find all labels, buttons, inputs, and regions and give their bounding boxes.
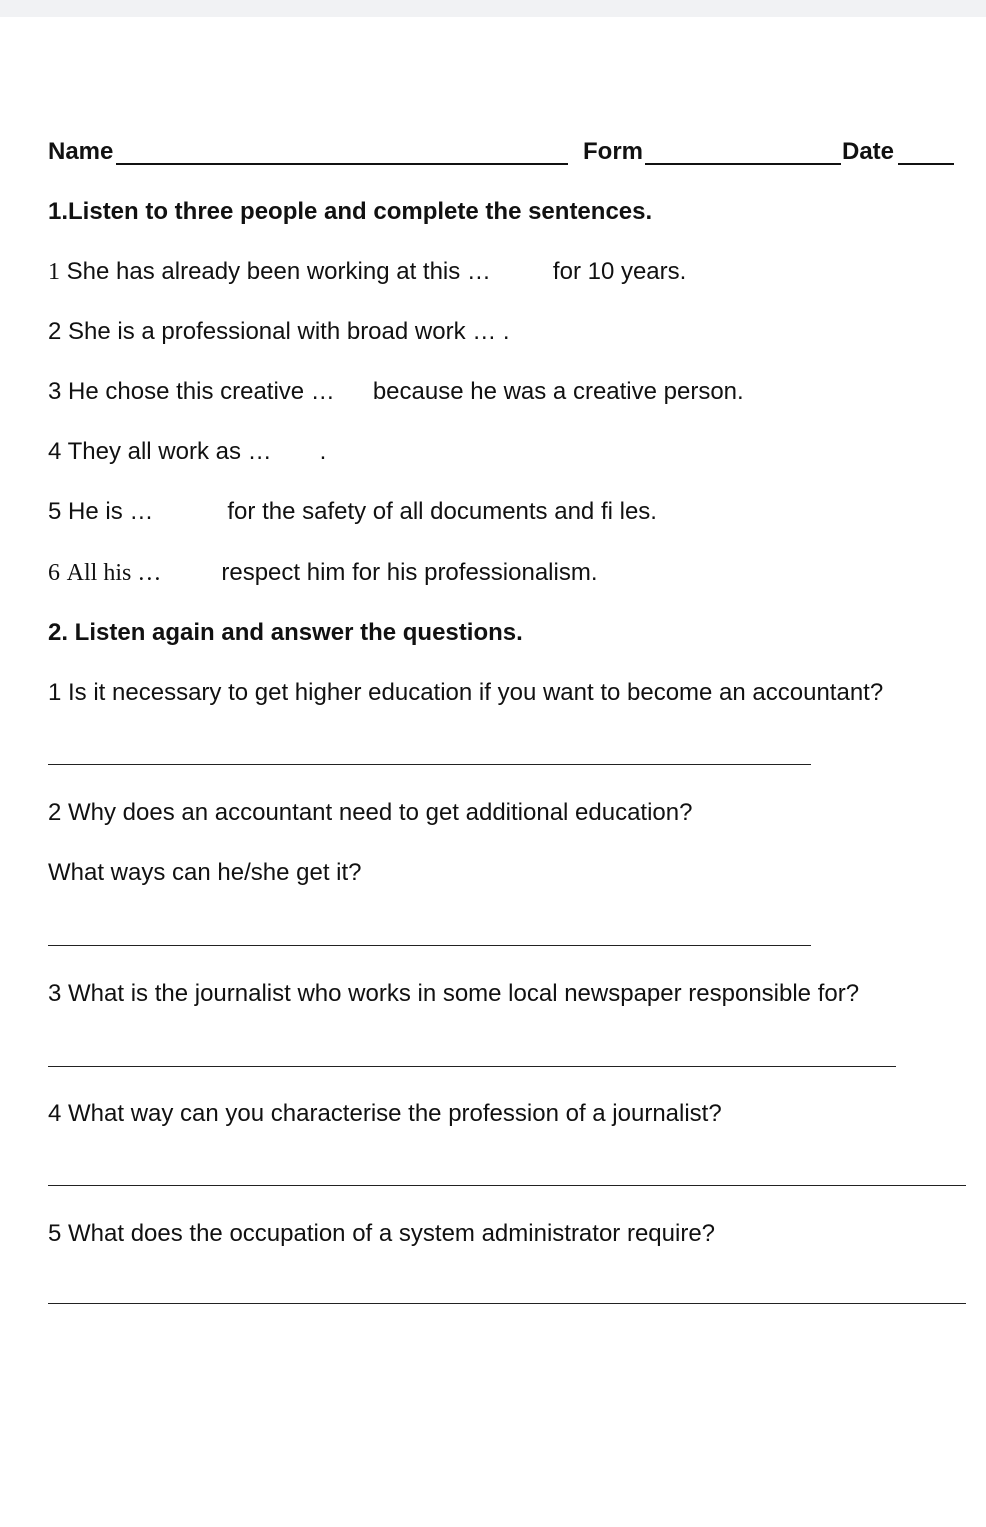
sentence-6-after: respect him for his professionalism. xyxy=(221,559,598,586)
date-blank[interactable] xyxy=(898,163,954,165)
date-label: Date xyxy=(842,138,895,165)
sentence-1-after: for 10 years. xyxy=(552,258,687,285)
question-5: 5 What does the occupation of a system administrator require? xyxy=(48,1220,716,1247)
answer-line-5[interactable] xyxy=(48,1303,966,1304)
task1-title: 1.Listen to three people and complete the sentences. xyxy=(48,198,653,225)
sentence-6: 6 All his … respect him for his professionalism. xyxy=(48,559,598,586)
name-blank[interactable] xyxy=(116,163,568,165)
question-2: 2 Why does an accountant need to get additional education? xyxy=(48,799,693,826)
question-2-follow-up: What ways can he/she get it? xyxy=(48,859,362,886)
header-row xyxy=(48,137,958,167)
sentence-3-after: because he was a creative person. xyxy=(372,378,744,405)
task2-title: 2. Listen again and answer the questions. xyxy=(48,619,523,646)
answer-line-4[interactable] xyxy=(48,1185,966,1186)
sentence-5-after: for the safety of all documents and fi les. xyxy=(227,498,657,525)
form-label: Form xyxy=(583,138,643,165)
sentence-5: 5 He is … for the safety of all documents and fi les. xyxy=(48,498,657,525)
form-blank[interactable] xyxy=(645,163,841,165)
sentence-3: 3 He chose this creative … because he was a creative person. xyxy=(48,378,744,405)
question-3: 3 What is the journalist who works in some local newspaper responsible for? xyxy=(48,980,860,1007)
sentence-4-before: They all work as … xyxy=(67,438,272,465)
top-bar xyxy=(0,0,986,17)
question-4: 4 What way can you characterise the profession of a journalist? xyxy=(48,1100,722,1127)
sentence-3-before: He chose this creative … xyxy=(68,378,335,405)
sentence-2: 2 She is a professional with broad work … . xyxy=(48,318,510,345)
sentence-5-before: He is … xyxy=(68,498,154,525)
answer-line-1[interactable] xyxy=(48,764,811,765)
sentence-2-before: She is a professional with broad work … . xyxy=(68,318,510,345)
sentence-1-before: She has already been working at this … xyxy=(66,258,491,285)
answer-line-3[interactable] xyxy=(48,1066,896,1067)
name-label: Name xyxy=(48,138,114,165)
sentence-6-before: All his … xyxy=(66,560,162,586)
sentence-4: 4 They all work as … . xyxy=(48,438,327,465)
sentence-1: 1 She has already been working at this … for 10 years. xyxy=(48,258,687,285)
answer-line-2[interactable] xyxy=(48,945,811,946)
question-1: 1 Is it necessary to get higher education if you want to become an accountant? xyxy=(48,679,884,706)
sentence-4-after: . xyxy=(319,438,327,465)
